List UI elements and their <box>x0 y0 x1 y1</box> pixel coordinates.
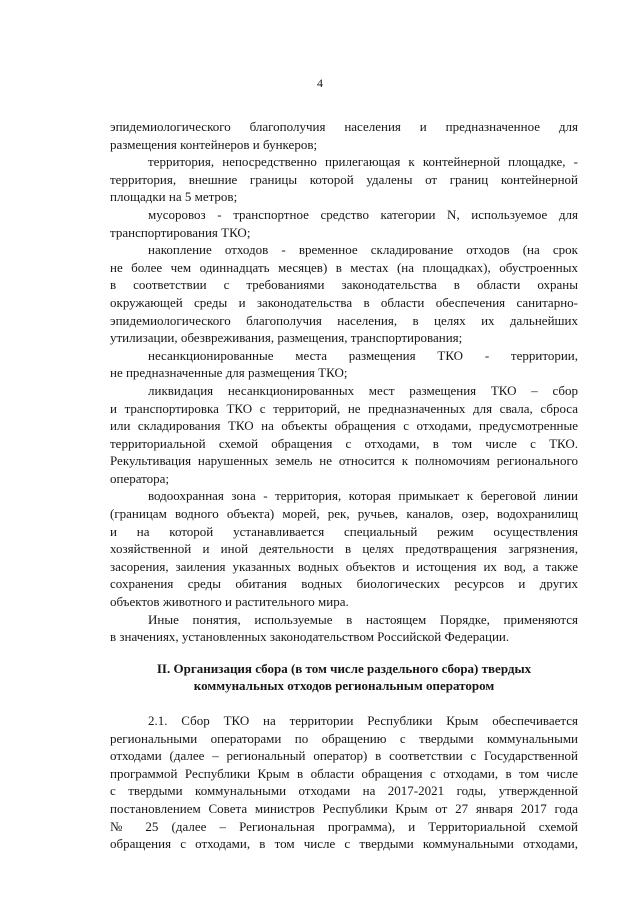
text-line: транспортирования ТКО; <box>110 224 251 240</box>
section-text-line: обращения с отходами, в том числе с твердыми коммунальными отходами, <box>110 836 578 852</box>
text-line: сохранения среды обитания водных биологических ресурсов и других <box>110 576 578 592</box>
text-line: эпидемиологического благополучия населения и предназначенное для <box>110 119 578 134</box>
spacer <box>110 695 578 712</box>
text-line: утилизации, обезвреживания, размещения, транспортирования; <box>110 330 463 346</box>
section-text-line: 2.1. Сбор ТКО на территории Республики Крым обеспечивается <box>148 713 578 728</box>
heading-line: коммунальных отходов региональным оператором <box>193 678 495 694</box>
text-line: размещения контейнеров и бункеров; <box>110 136 318 152</box>
section-heading <box>110 660 578 695</box>
text-line: (границам водного объекта) морей, рек, ручьев, каналов, озер, водохранилищ <box>110 506 578 522</box>
text-line: водоохранная зона - территория, которая примыкает к береговой линии <box>148 488 578 504</box>
heading-line: II. Организация сбора (в том числе раздельного сбора) твердых <box>156 660 532 676</box>
section-body <box>110 712 578 853</box>
text-line: площадки на 5 метров; <box>110 189 238 205</box>
text-line: территориальной схемой обращения с отходами, в том числе с ТКО. <box>110 435 578 451</box>
text-line: не предназначенные для размещения ТКО; <box>110 365 348 381</box>
section-text-line: постановлением Совета министров Республики Крым от 27 января 2017 года <box>110 800 578 816</box>
text-line: мусоровоз - транспортное средство категории N, используемое для <box>148 206 578 222</box>
definitions-block <box>110 118 578 646</box>
text-line: эпидемиологического благополучия населения, в целях их дальнейших <box>110 312 578 328</box>
text-line: не более чем одиннадцать месяцев) в местах (на площадках), обустроенных <box>110 259 578 275</box>
text-line: и транспортировка ТКО с территорий, не предназначенных для свала, сброса <box>110 400 578 416</box>
text-line: территория, непосредственно прилегающая к контейнерной площадке, - <box>148 154 578 170</box>
text-line: территория, внешние границы которой удалены от границ контейнерной <box>110 171 578 187</box>
text-line: окружающей среды и законодательства в области обеспечения санитарно- <box>110 294 578 310</box>
text-line: ликвидация несанкционированных мест размещения ТКО – сбор <box>148 382 578 398</box>
section-text-line: региональными операторами по обращению с твердыми коммунальными <box>110 730 578 746</box>
text-line: в значениях, установленных законодательством Российской Федерации. <box>110 629 510 645</box>
text-line: оператора; <box>110 470 170 486</box>
section-text-line: с твердыми коммунальными отходами на 2017-2021 годы, утвержденной <box>110 783 578 799</box>
text-line: несанкционированные места размещения ТКО - территории, <box>148 347 578 363</box>
text-line: накопление отходов - временное складирование отходов (на срок <box>148 242 578 258</box>
text-line: объектов животного и растительного мира. <box>110 594 349 610</box>
text-line: в соответствии с требованиями законодательства в области охраны <box>110 277 578 293</box>
section-text-line: № 25 (далее – Региональная программа), и Территориальной схемой <box>110 818 578 834</box>
document-body <box>110 118 578 853</box>
text-line: хозяйственной и иной деятельности в целях предотвращения загрязнения, <box>110 541 578 557</box>
section-text-line: отходами (далее – региональный оператор) в соответствии с Государственной <box>110 748 578 764</box>
spacer <box>110 646 578 660</box>
text-line: засорения, заиления указанных водных объектов и истощения их вод, а также <box>110 558 578 574</box>
section-text-line: программой Республики Крым в области обращения с отходами, в том числе <box>110 765 578 781</box>
text-line: Рекультивация нарушенных земель не относится к полномочиям регионального <box>110 453 578 469</box>
text-line: и на которой устанавливается специальный режим осуществления <box>110 523 578 539</box>
text-line: Иные понятия, используемые в настоящем Порядке, применяются <box>148 611 578 627</box>
text-line: или складирования ТКО на объекты обращения с отходами, предусмотренные <box>110 418 578 434</box>
page-number: 4 <box>317 76 323 90</box>
